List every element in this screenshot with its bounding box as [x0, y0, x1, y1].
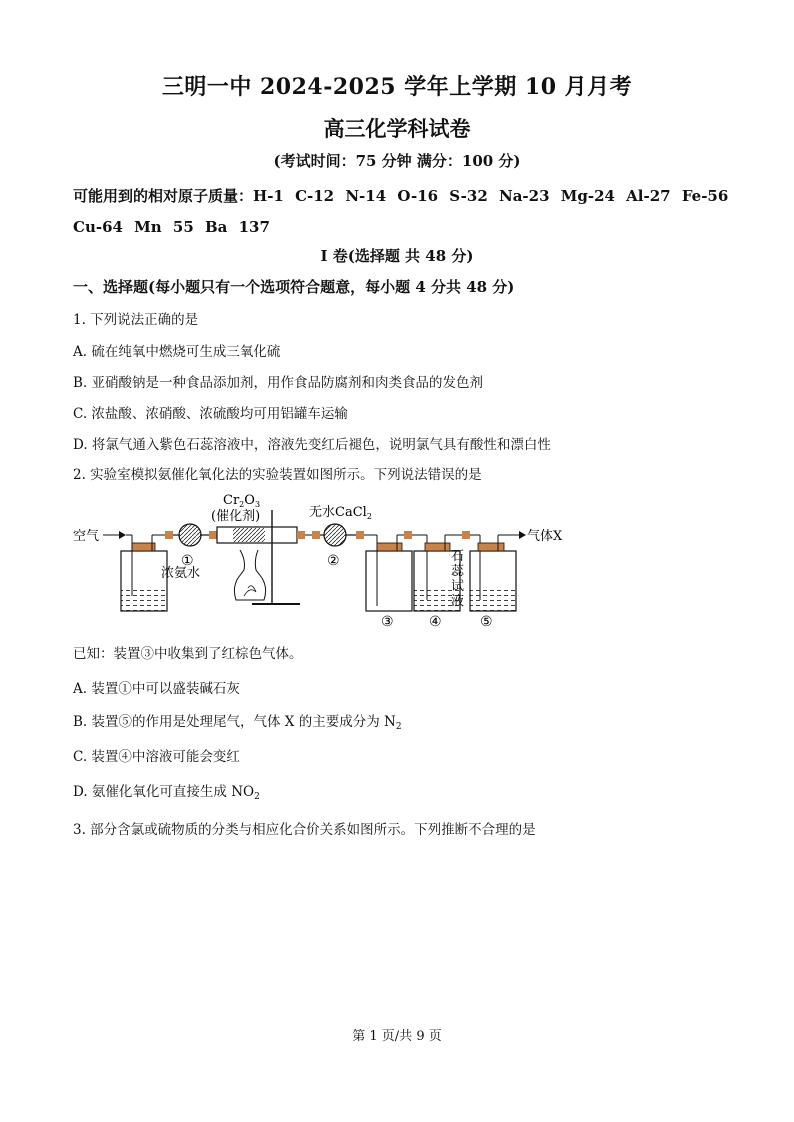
- exam-title: 三明一中 2024-2025 学年上学期 10 月月考: [161, 74, 633, 100]
- section-title: I 卷(选择题 共 48 分): [320, 247, 474, 265]
- iron-stand: [252, 510, 300, 604]
- atomic-masses-line1: H-1 C-12 N-14 O-16 S-32 Na-23 Mg-24 Al-27 Fe-56: [253, 187, 729, 205]
- part-heading: 一、选择题(每小题只有一个选项符合题意，每小题 4 分共 48 分): [73, 278, 515, 296]
- q2-stem: 2. 实验室模拟氨催化氧化法的实验装置如图所示。下列说法错误的是: [73, 467, 482, 483]
- connector-6: [462, 531, 470, 539]
- connector-5: [404, 531, 412, 539]
- q1-stem: 1. 下列说法正确的是: [73, 312, 199, 328]
- q1-option-b: B. 亚硝酸钠是一种食品添加剂，用作食品防腐剂和肉类食品的发色剂: [73, 375, 484, 391]
- cacl2-sub: 2: [366, 512, 372, 521]
- litmus-char-4: 液: [451, 594, 465, 609]
- air-arrow-icon: [119, 531, 126, 539]
- catalyst-sub-1: 2: [239, 500, 245, 509]
- q2-option-d-formula: NO: [231, 784, 255, 800]
- catalyst-o: O: [244, 493, 255, 508]
- collection-bottle: [364, 535, 412, 611]
- q2-option-b-formula: N: [384, 714, 396, 730]
- q2-known: 已知：装置③中收集到了红棕色气体。: [73, 646, 303, 662]
- connector-2: [209, 531, 217, 539]
- q2-option-b-formula-sub: 2: [395, 722, 402, 732]
- marker-3: ③: [381, 614, 394, 630]
- exam-time-score: (考试时间：75 分钟 满分：100 分): [273, 152, 521, 170]
- q2-option-d-formula-sub: 2: [254, 792, 260, 802]
- marker-2: ②: [327, 553, 340, 569]
- litmus-char-1: 石: [451, 549, 465, 564]
- q2-option-c: C. 装置④中溶液可能会变红: [73, 749, 240, 765]
- alcohol-lamp: [234, 550, 265, 600]
- q3-stem: 3. 部分含氯或硫物质的分类与相应化合价关系如图所示。下列推断不合理的是: [73, 822, 536, 838]
- apparatus-figure: [0, 488, 794, 633]
- connector-3: [312, 531, 320, 539]
- q2-option-b: [73, 710, 402, 732]
- gas-x-arrow-icon: [519, 531, 526, 539]
- tail-gas-bottle: [470, 535, 520, 611]
- marker-1: ①: [181, 553, 194, 569]
- atomic-masses: [73, 181, 733, 243]
- reaction-tube: [217, 527, 312, 543]
- catalyst-cr: Cr: [223, 493, 240, 508]
- catalyst-formula: [223, 493, 260, 509]
- drying-tube-1: [173, 524, 210, 546]
- page-footer: 第 1 页/共 9 页: [352, 1029, 442, 1044]
- catalyst-sub-2: 3: [254, 500, 261, 509]
- marker-5: ⑤: [480, 614, 493, 630]
- gas-x-label: 气体X: [527, 529, 563, 544]
- q2-option-a: A. 装置①中可以盛装碱石灰: [73, 681, 240, 697]
- q2-option-b-text: B. 装置⑤的作用是处理尾气，气体 X 的主要成分为: [73, 714, 384, 730]
- q1-option-d: D. 将氯气通入紫色石蕊溶液中，溶液先变红后褪色，说明氯气具有酸性和漂白性: [73, 437, 551, 453]
- litmus-char-2: 蕊: [451, 564, 465, 579]
- q2-option-d: [73, 780, 260, 802]
- catalyst-note: (催化剂): [211, 509, 261, 524]
- cacl2-label: [309, 504, 372, 521]
- cacl2-main: 无水CaCl: [309, 505, 367, 520]
- atomic-masses-line2: Cu-64 Mn 55 Ba 137: [73, 218, 270, 236]
- q1-option-a: A. 硫在纯氧中燃烧可生成三氧化硫: [73, 344, 281, 360]
- ammonia-label: 浓氨水: [161, 566, 201, 581]
- atomic-masses-label: 可能用到的相对原子质量：: [73, 187, 254, 205]
- connector-1: [165, 531, 173, 539]
- litmus-char-3: 试: [451, 579, 465, 594]
- marker-4: ④: [429, 614, 442, 630]
- q1-option-c: C. 浓盐酸、浓硝酸、浓硫酸均可用铝罐车运输: [73, 406, 348, 422]
- q2-option-d-text: D. 氨催化氧化可直接生成: [73, 784, 232, 800]
- exam-subtitle: 高三化学科试卷: [323, 116, 471, 141]
- air-label: 空气: [73, 529, 100, 544]
- connector-4: [356, 531, 364, 539]
- drying-tube-2: [320, 524, 358, 546]
